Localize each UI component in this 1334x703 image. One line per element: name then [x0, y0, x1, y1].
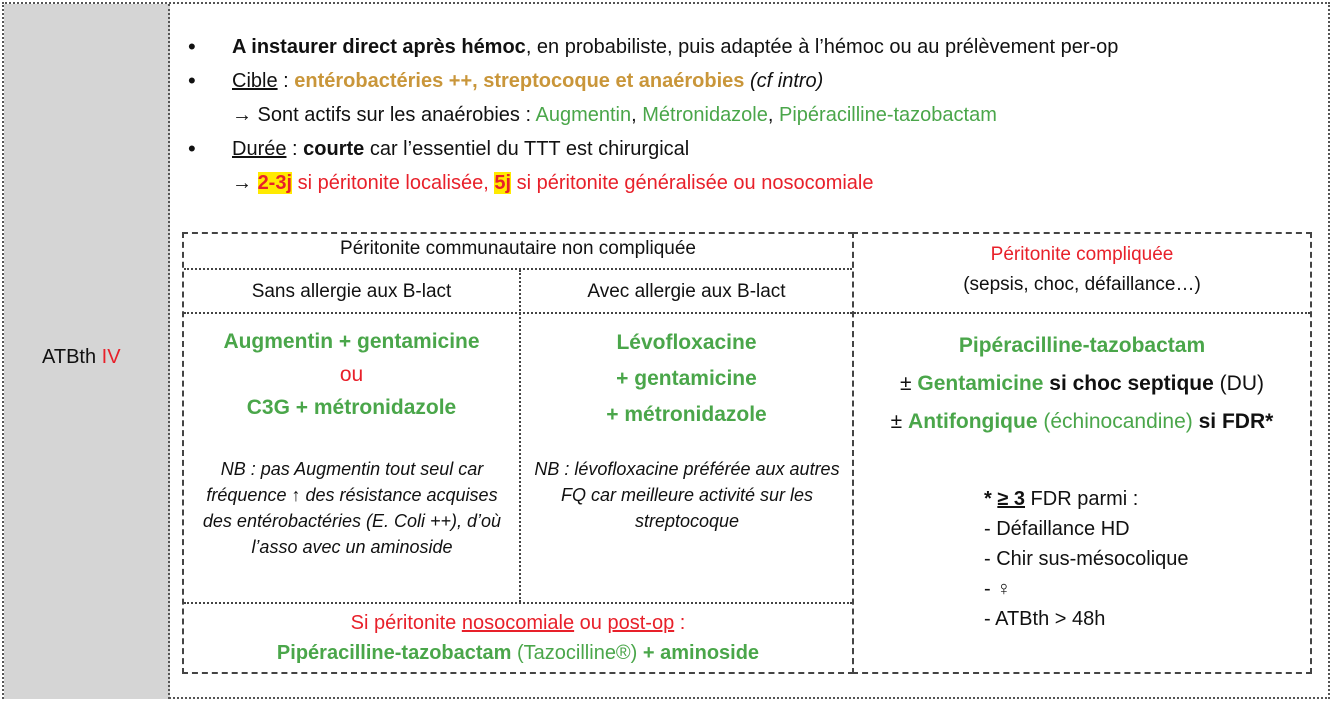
duration-generalized-text: si péritonite généralisée ou nosocomiale [511, 172, 874, 194]
anaerobes-prefix: Sont actifs sur les anaérobies : [252, 104, 536, 126]
drug-metronidazole: Métronidazole [642, 104, 768, 126]
option-genta-cond: si choc septique [1043, 372, 1214, 395]
list-item: - Chir sus-mésocolique [984, 548, 1189, 570]
bullet-target-organisms: entérobactéries ++, streptocoque et anaérobies [294, 70, 745, 92]
drug-sep-1: , [631, 104, 643, 126]
drug-augmentin: Augmentin [535, 104, 632, 126]
divider [184, 312, 852, 314]
nosocomial-word: nosocomiale [461, 612, 575, 634]
bullet-duration-sep: : [286, 138, 304, 160]
subheader-no-allergy: Sans allergie aux B-lact [251, 281, 452, 302]
list-item: - Défaillance HD [984, 518, 1130, 540]
option-antifungal-detail: (échinocandine) [1037, 410, 1199, 433]
risk-factor-list [984, 484, 1304, 634]
drug-piperacilline: Pipéracilline-tazobactam [779, 104, 997, 126]
bullet-target-label: Cible [232, 70, 278, 92]
risk-star: * [984, 488, 998, 510]
bullet-duration-rest: car l’essentiel du TTT est chirurgical [364, 138, 690, 160]
arrow-right-icon: → [232, 104, 252, 126]
col-no-allergy [184, 325, 519, 424]
arrow-right-icon: → [232, 172, 252, 194]
option-antifungal-cond: si FDR* [1198, 410, 1274, 433]
plus-minus-icon: ± [890, 410, 903, 433]
divider [184, 268, 852, 270]
risk-fdr: FDR [1025, 488, 1072, 510]
row-label-main: ATBth [42, 346, 97, 368]
regimen-augmentin-genta: Augmentin + gentamicine [223, 330, 480, 353]
plus-minus-icon: ± [900, 372, 912, 395]
option-antifungal-drug: Antifongique [908, 410, 1038, 433]
bullet-dot-icon: • [188, 68, 196, 93]
divider [184, 602, 852, 604]
regimen-or: ou [339, 363, 364, 386]
col-allergy [521, 325, 852, 433]
nosocomial-brand: (Tazocilline®) [511, 642, 638, 664]
bullet-duration-label: Durée [232, 138, 287, 160]
bullet-duration-line2 [232, 166, 1318, 200]
bullet-timing-rest: , en probabiliste, puis adaptée à l’hémoc ou au prélèvement per-op [525, 36, 1119, 58]
regimen-c3g-metro: C3G + métronidazole [246, 396, 457, 419]
nosocomial-pre: Si péritonite [350, 612, 462, 634]
bullet-target-sep: : [277, 70, 295, 92]
note-allergy: NB : lévofloxacine préférée aux autres FQ car meilleure activité sur les streptocoque [534, 459, 840, 531]
bullet-dot-icon: • [188, 34, 196, 59]
sidebar-column [4, 4, 170, 699]
header-community: Péritonite communautaire non compliquée [340, 238, 696, 259]
regimen-plus-genta: + gentamicine [616, 367, 757, 390]
col-complicated [854, 327, 1310, 441]
bullet-target-ref: (cf intro) [749, 70, 824, 92]
nosocomial-post: : [674, 612, 686, 634]
header-complicated: Péritonite compliquée [990, 244, 1174, 265]
divider [519, 270, 521, 602]
bullet-dot-icon: • [188, 136, 196, 161]
duration-generalized: 5j [494, 172, 512, 194]
header-complicated-detail: (sepsis, choc, défaillance…) [963, 274, 1201, 295]
regimen-plus-metro: + métronidazole [606, 403, 767, 426]
nosocomial-drug: Pipéracilline-tazobactam [276, 642, 512, 664]
nosocomial-mid: ou [574, 612, 608, 634]
nosocomial-plus: + aminoside [637, 642, 760, 664]
row-label [42, 346, 121, 369]
option-antifungal [854, 403, 1310, 441]
nosocomial-line [351, 612, 686, 634]
duration-localized: 2-3j [257, 172, 293, 194]
bullet-timing [188, 30, 1318, 64]
option-genta-drug: Gentamicine [917, 372, 1044, 395]
bullet-target-line2 [232, 98, 1318, 132]
option-genta-du: (DU) [1213, 372, 1264, 395]
bullet-duration-strong: courte [303, 138, 365, 160]
risk-factor-header [984, 484, 1304, 514]
regimen-piperacilline: Pipéracilline-tazobactam [958, 334, 1206, 357]
list-item: - ATBth > 48h [984, 608, 1106, 630]
bullet-target [188, 64, 1318, 132]
row-label-suffix: IV [101, 346, 121, 368]
list-item: - ♀ [984, 578, 1012, 600]
drug-sep-2: , [767, 104, 779, 126]
divider [854, 312, 1310, 314]
risk-threshold: ≥ 3 [997, 488, 1025, 510]
postop-word: post-op [607, 612, 675, 634]
bottom-nosocomial [184, 608, 852, 668]
bullet-duration [188, 132, 1318, 200]
duration-localized-text: si péritonite localisée, [292, 172, 495, 194]
risk-tail: parmi : [1071, 488, 1139, 510]
note-no-allergy: NB : pas Augmentin tout seul car fréquence ↑ des résistance acquises des entérobactéries (E. Coli ++), d’où l’asso avec un aminoside [202, 459, 502, 557]
subheader-allergy: Avec allergie aux B-lact [587, 281, 786, 302]
bullet-list [188, 30, 1318, 200]
bullet-timing-strong: A instaurer direct après hémoc [232, 36, 526, 58]
option-gentamicine [854, 365, 1310, 403]
regimen-levofloxacine: Lévofloxacine [616, 331, 757, 354]
